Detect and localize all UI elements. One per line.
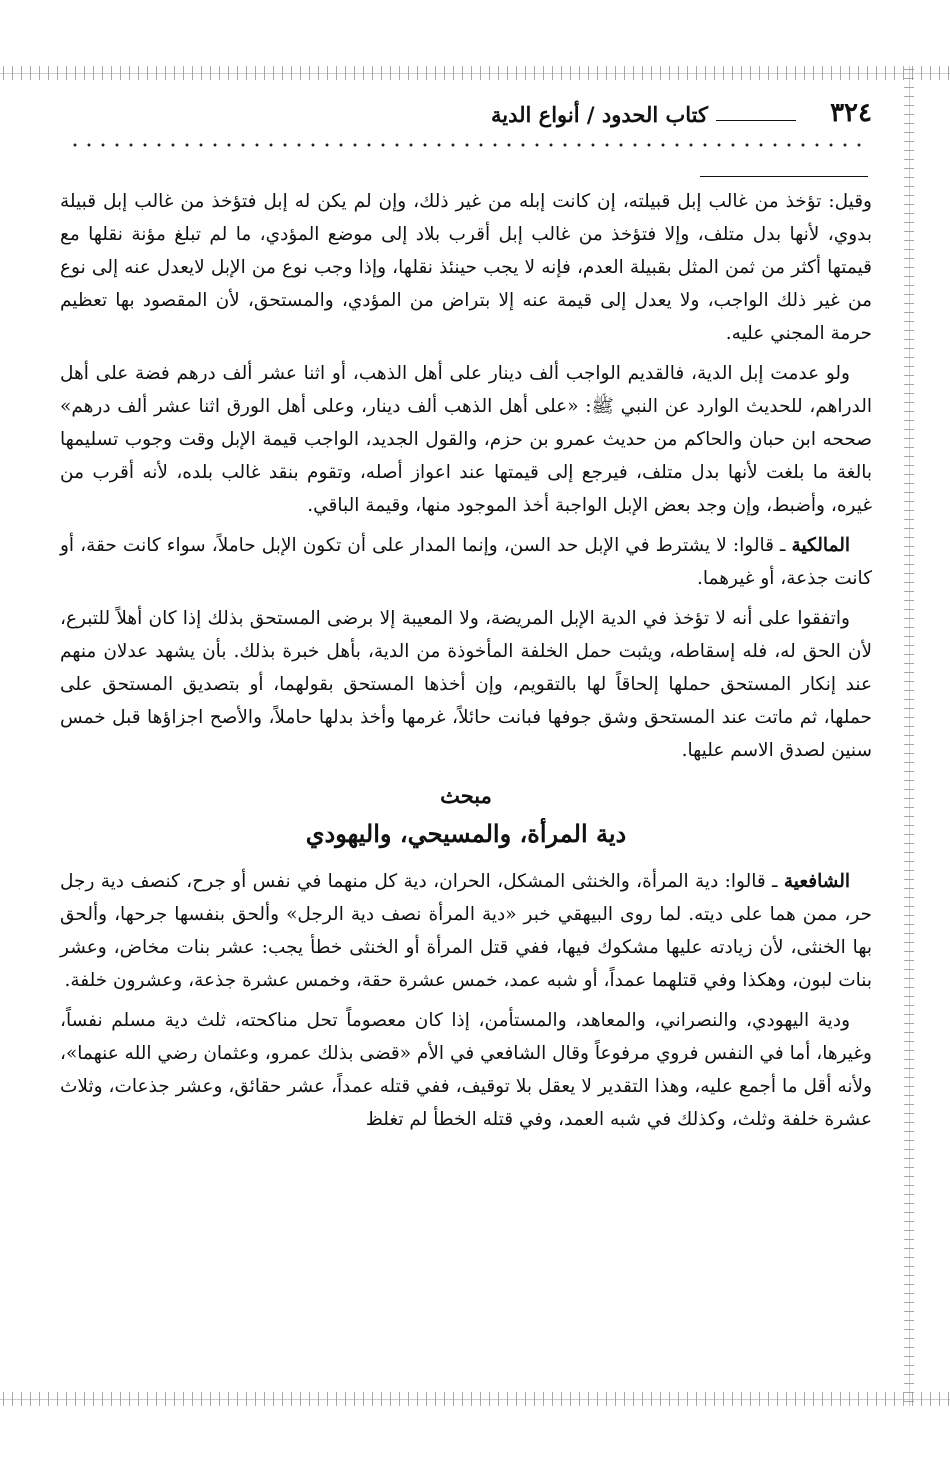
footnote-rule (700, 176, 868, 177)
bottom-ornament-border (0, 1392, 950, 1406)
header-rule (716, 120, 796, 121)
shafii-label: الشافعية (783, 871, 850, 892)
paragraph-jew-christian: ودية اليهودي، والنصراني، والمعاهد، والمستأمن، إذا كان معصوماً تحل مناكحته، ثلث دية مسلم نفساً، وغيرها، أما في النفس فروي مرفوعاً وقال الشافعي في الأم «قضى بذلك عمرو، وعثمان رضي الله عنهما»، ولأنه أقل ما أجمع عليه، وهذا التقدير لا يعقل بلا توقيف، ففي قتله عمداً، عشر حقائق، وعشر جذعات، وثلاث عشرة خلفة وثلث، وكذلك في شبه العمد، وفي قتله الخطأ لم تغلظ (60, 1010, 872, 1130)
page-header (60, 98, 872, 138)
section-kicker: مبحث (440, 783, 492, 808)
paragraph-1: وقيل: تؤخذ من غالب إبل قبيلته، إن كانت إبله من غير ذلك، وإن لم يكن له إبل فتؤخذ من غالب إبل قبيلة بدوي، لأنها بدل متلف، وإلا فتؤخذ من غالب إبل أقرب بلاد إلى موضع المؤدي، ما لم تبلغ مؤنة نقلها مع قيمتها أكثر من ثمن المثل بقبيلة العدم، فإنه لا يجب حينئذ نقلها، وإذا وجب نوع من الإبل لايعدل عنه إلى نوع من غير ذلك الواجب، ولا يعدل إلى قيمة عنه إلا بتراض من المؤدي، والمستحق، لأن المقصود بها تعظيم حرمة المجني عليه. (60, 191, 872, 344)
header-dotted-line (68, 140, 868, 150)
maliki-paragraph (60, 529, 872, 595)
maliki-label: المالكية (791, 535, 850, 556)
maliki-text: ـ قالوا: لا يشترط في الإبل حد السن، وإنما المدار على أن تكون الإبل حاملاً، سواء كانت حقة، أو كانت جذعة، أو غيرهما. (60, 535, 872, 589)
right-ornament-border (904, 66, 914, 1406)
shafii-paragraph (60, 865, 872, 997)
page-number: ٣٢٤ (830, 98, 872, 128)
paragraph-consensus: واتفقوا على أنه لا تؤخذ في الدية الإبل المريضة، ولا المعيبة إلا برضى المستحق بذلك إذا كان أهلاً للتبرع، لأن الحق له، فله إسقاطه، ويثبت حمل الخلفة المأخوذة من الدية، بأهل خبرة بذلك. بأن يشهد عدلان منهم عند إنكار المستحق حملها إلحاقاً لها بالتقويم، وإن أخذها المستحق بقولهما، أو بتصديق المستحق على حملها، ثم ماتت عند المستحق وشق جوفها فبانت حائلاً، غرمها وأخذ بدلها حاملاً، والأصح اجزاؤها قبل خمس سنين لصدق الاسم عليها. (60, 608, 872, 761)
page-body (60, 185, 872, 1143)
shafii-text: ـ قالوا: دية المرأة، والخنثى المشكل، الحران، دية كل منهما في نفس أو جرح، كنصف دية رجل حر، ممن هما على ديته. لما روى البيهقي خبر «دية المرأة نصف دية الرجل» وألحق بنفسها جرحها، وألحق بها الخنثى، لأن زيادته عليها مشكوك فيها، ففي قتل المرأة أو الخنثى خطأ يجب: عشر بنات مخاض، وعشر بنات لبون، وهكذا وفي قتلهما عمداً، أو شبه عمد، خمس عشرة حقة، وخمس عشرة جذعة، وعشرون خلفة. (60, 871, 872, 991)
running-title: كتاب الحدود / أنواع الدية (491, 102, 708, 127)
paragraph-2: ولو عدمت إبل الدية، فالقديم الواجب ألف دينار على أهل الذهب، أو اثنا عشر ألف درهم فضة على أهل الدراهم، للحديث الوارد عن النبي ﷺ: «على أهل الذهب ألف دينار، وعلى أهل الورق اثنا عشر ألف درهم» صححه ابن حبان والحاكم من حديث عمرو بن حزم، والقول الجديد، الواجب قيمة الإبل وقت وجوب تسليمها بالغة ما بلغت لأنها بدل متلف، فيرجع إلى قيمتها عند اعواز أصله، وتقوم بنقد غالب بلده، لأنه أقرب من غيره، وأضبط، وإن وجد بعض الإبل الواجبة أخذ الموجود منها، وقيمة الباقي. (60, 363, 872, 516)
section-heading (60, 777, 872, 853)
section-title: دية المرأة، والمسيحي، واليهودي (305, 819, 627, 848)
top-ornament-border (0, 66, 950, 80)
